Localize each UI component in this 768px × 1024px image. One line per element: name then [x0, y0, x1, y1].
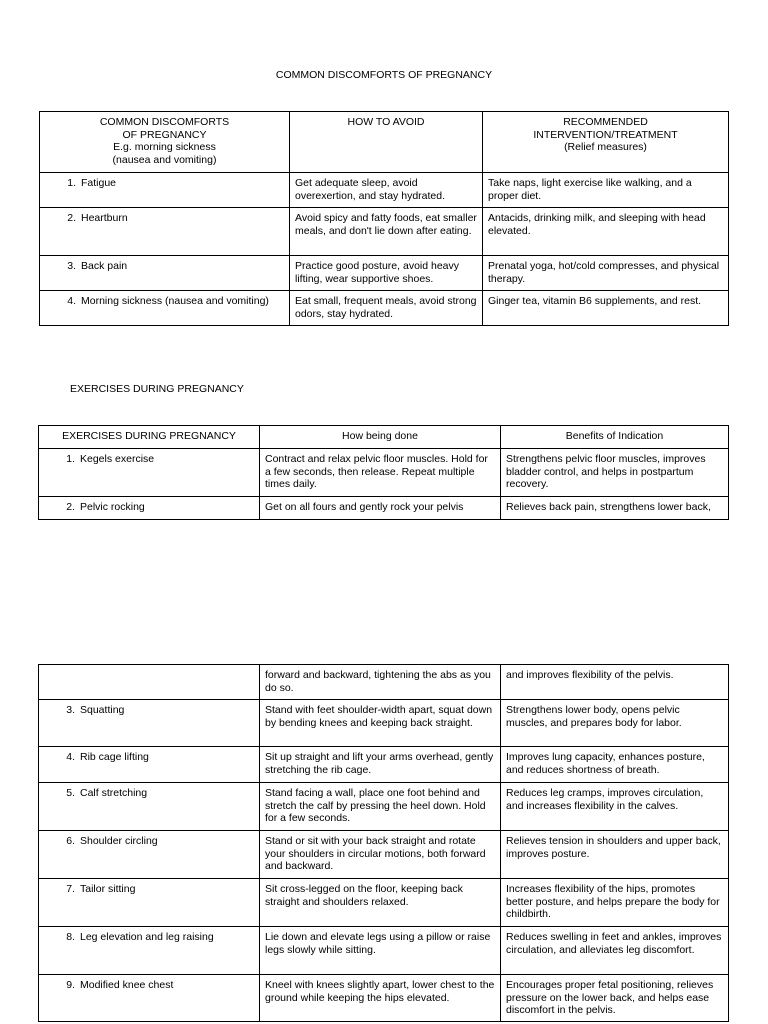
row-avoid: Avoid spicy and fatty foods, eat smaller meals, and don't lie down after eating. [290, 208, 483, 256]
row-number: 7. [66, 883, 75, 895]
row-how: Stand or sit with your back straight and rotate your shoulders in circular motions, both forward and backward. [260, 831, 501, 879]
table-row [39, 497, 729, 520]
header-discomforts [40, 112, 290, 173]
table-row [39, 449, 729, 497]
row-number: 2. [66, 501, 75, 513]
row-name: Heartburn [81, 212, 128, 224]
row-how: Contract and relax pelvic floor muscles. Hold for a few seconds, then release. Repeat multiple times daily. [260, 449, 501, 497]
table-row [39, 831, 729, 879]
row-name-cell [40, 291, 290, 326]
row-name-cell [39, 497, 260, 520]
row-benefit: Strengthens pelvic floor muscles, improves bladder control, and helps in postpartum recovery. [501, 449, 729, 497]
row-name-cell [40, 256, 290, 291]
exercises-table [38, 425, 729, 520]
row-name: Modified knee chest [80, 979, 174, 991]
row-number: 9. [66, 979, 75, 991]
row-benefit: and improves flexibility of the pelvis. [501, 665, 729, 700]
row-number: 3. [66, 704, 75, 716]
row-name: Fatigue [81, 177, 117, 189]
row-number: 6. [66, 835, 75, 847]
row-name-cell [39, 927, 260, 975]
row-how: Kneel with knees slightly apart, lower chest to the ground while keeping the hips elevated. [260, 975, 501, 1022]
row-name: Kegels exercise [80, 453, 155, 465]
table-row [39, 927, 729, 975]
row-benefit: Reduces swelling in feet and ankles, improves circulation, and alleviates leg discomfort. [501, 927, 729, 975]
table-row [39, 747, 729, 783]
row-number: 8. [66, 931, 75, 943]
row-name: Rib cage lifting [80, 751, 149, 763]
row-how: Stand with feet shoulder-width apart, squat down by bending knees and keeping back straight. [260, 700, 501, 747]
row-treatment: Ginger tea, vitamin B6 supplements, and rest. [483, 291, 729, 326]
table-row [40, 173, 729, 208]
row-name-cell [39, 879, 260, 927]
row-name: Calf stretching [80, 787, 148, 799]
row-number: 4. [66, 751, 75, 763]
table-header-row [39, 426, 729, 449]
header-line: INTERVENTION/TREATMENT [533, 128, 678, 141]
header-how: How being done [260, 426, 501, 449]
row-name: Squatting [80, 704, 125, 716]
row-name-cell [40, 208, 290, 256]
row-name-cell [39, 449, 260, 497]
header-line: RECOMMENDED [563, 116, 648, 128]
row-how: Get on all fours and gently rock your pelvis [260, 497, 501, 520]
header-benefits: Benefits of Indication [501, 426, 729, 449]
header-exercise: EXERCISES DURING PREGNANCY [39, 426, 260, 449]
row-how: forward and backward, tightening the abs as you do so. [260, 665, 501, 700]
row-number: 2. [67, 212, 76, 224]
row-name: Pelvic rocking [80, 501, 145, 513]
header-line: E.g. morning sickness [113, 141, 216, 153]
table-row [40, 256, 729, 291]
document-title: COMMON DISCOMFORTS OF PREGNANCY [275, 69, 493, 81]
row-name-cell [39, 975, 260, 1022]
header-line: (Relief measures) [564, 141, 647, 153]
row-name: Shoulder circling [80, 835, 158, 847]
row-benefit: Reduces leg cramps, improves circulation, and increases flexibility in the calves. [501, 783, 729, 831]
row-how: Lie down and elevate legs using a pillow or raise legs slowly while sitting. [260, 927, 501, 975]
row-benefit: Relieves tension in shoulders and upper back, improves posture. [501, 831, 729, 879]
header-line: (nausea and vomiting) [112, 153, 217, 166]
table-row [39, 783, 729, 831]
exercises-section-title: EXERCISES DURING PREGNANCY [70, 383, 244, 395]
row-benefit: Encourages proper fetal positioning, relieves pressure on the lower back, and helps ease discomfort in the pelvis. [501, 975, 729, 1022]
row-benefit: Improves lung capacity, enhances posture, and reduces shortness of breath. [501, 747, 729, 783]
header-how-to-avoid: HOW TO AVOID [290, 112, 483, 173]
row-number: 1. [66, 453, 75, 465]
row-number: 3. [67, 260, 76, 272]
table-row [39, 975, 729, 1022]
row-name: Leg elevation and leg raising [80, 931, 214, 943]
row-benefit: Increases flexibility of the hips, promotes better posture, and helps prepare the body for childbirth. [501, 879, 729, 927]
exercises-table-continued [38, 664, 729, 1022]
row-name: Tailor sitting [80, 883, 136, 895]
row-treatment: Antacids, drinking milk, and sleeping with head elevated. [483, 208, 729, 256]
row-treatment: Prenatal yoga, hot/cold compresses, and physical therapy. [483, 256, 729, 291]
row-name-cell [39, 783, 260, 831]
row-benefit: Relieves back pain, strengthens lower back, [501, 497, 729, 520]
row-name: Morning sickness (nausea and vomiting) [81, 295, 269, 307]
header-line: COMMON DISCOMFORTS [99, 116, 230, 128]
table-header-row [40, 112, 729, 173]
row-name-cell [39, 665, 260, 700]
table-row [39, 879, 729, 927]
row-number: 5. [66, 787, 75, 799]
row-benefit: Strengthens lower body, opens pelvic muscles, and prepares body for labor. [501, 700, 729, 747]
row-name-cell [39, 831, 260, 879]
row-avoid: Get adequate sleep, avoid overexertion, and stay hydrated. [290, 173, 483, 208]
table-row [39, 665, 729, 700]
table-row [39, 700, 729, 747]
row-how: Stand facing a wall, place one foot behind and stretch the calf by pressing the heel down. Hold for a few seconds. [260, 783, 501, 831]
discomforts-table [39, 111, 729, 326]
header-line: OF PREGNANCY [122, 128, 207, 141]
table-row [40, 291, 729, 326]
row-name-cell [40, 173, 290, 208]
row-avoid: Eat small, frequent meals, avoid strong odors, stay hydrated. [290, 291, 483, 326]
table-row [40, 208, 729, 256]
row-name: Back pain [81, 260, 128, 272]
row-avoid: Practice good posture, avoid heavy lifting, wear supportive shoes. [290, 256, 483, 291]
row-name-cell [39, 747, 260, 783]
row-how: Sit up straight and lift your arms overhead, gently stretching the rib cage. [260, 747, 501, 783]
header-treatment [483, 112, 729, 173]
row-number: 1. [67, 177, 76, 189]
row-treatment: Take naps, light exercise like walking, and a proper diet. [483, 173, 729, 208]
row-how: Sit cross-legged on the floor, keeping back straight and shoulders relaxed. [260, 879, 501, 927]
row-name-cell [39, 700, 260, 747]
row-number: 4. [67, 295, 76, 307]
